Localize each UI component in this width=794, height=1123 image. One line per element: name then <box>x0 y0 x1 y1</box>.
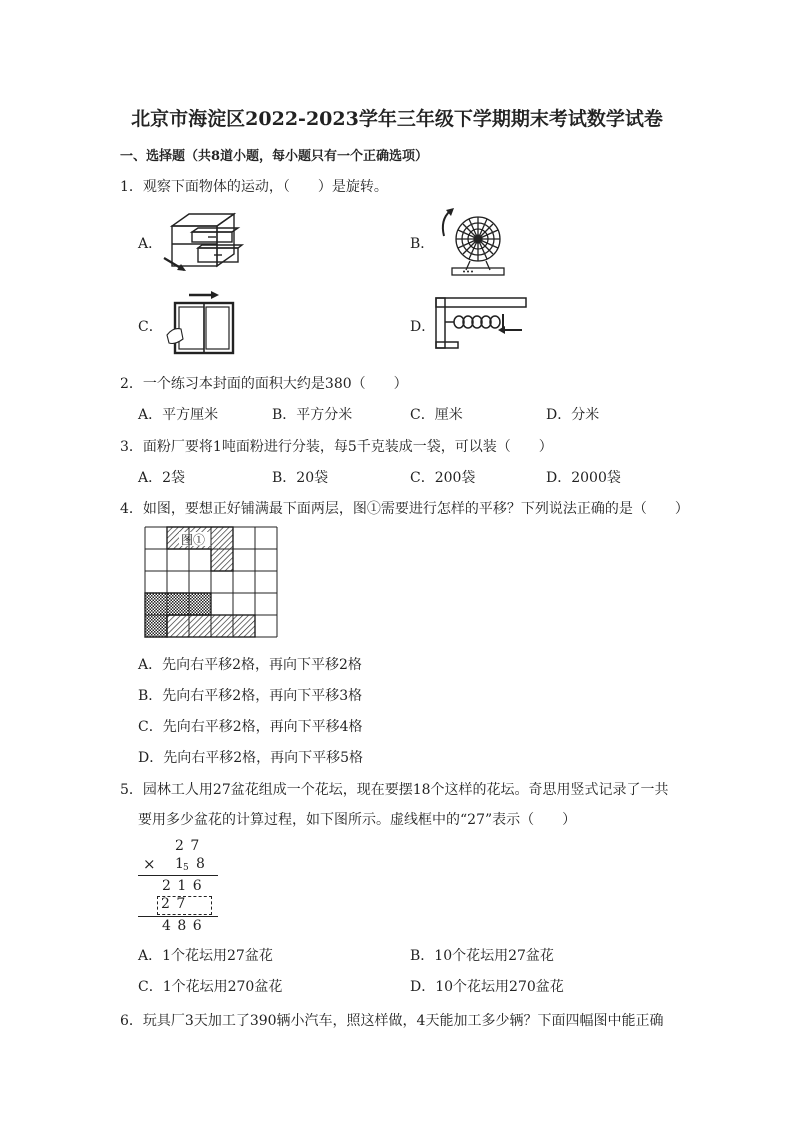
times-sign: × <box>143 855 156 873</box>
q5-option-c: C．1个花坛用270盆花 <box>138 979 283 995</box>
sliding-window-image <box>165 289 245 359</box>
q2-option-c: C．厘米 <box>410 407 463 423</box>
q1-option-a-label: A． <box>138 236 163 252</box>
q2-option-b: B．平方分米 <box>272 407 353 423</box>
q4-option-a: A．先向右平移2格，再向下平移2格 <box>138 657 362 673</box>
q1-option-c-label: C． <box>138 319 163 335</box>
drawer-cabinet-image <box>162 210 247 272</box>
q4-option-b: B．先向右平移2格，再向下平移3格 <box>138 688 363 704</box>
spring-push-image <box>432 292 528 356</box>
page-title: 北京市海淀区2022-2023学年三年级下学期期末考试数学试卷 <box>131 108 663 130</box>
section-heading: 一、选择题（共8道小题，每小题只有一个正确选项） <box>120 149 429 164</box>
electric-fan-image <box>430 206 510 276</box>
q4-option-d: D．先向右平移2格，再向下平移5格 <box>138 750 364 766</box>
calc-line-1 <box>138 875 218 876</box>
q2-option-d: D．分米 <box>546 407 600 423</box>
q3-option-b: B．20袋 <box>272 470 329 486</box>
question-6-stem: 6．玩具厂3天加工了390辆小汽车，照这样做，4天能加工多少辆？下面四幅图中能正确 <box>120 1013 664 1029</box>
calc-multiplier-tens: 1 <box>175 856 184 872</box>
question-2-stem: 2．一个练习本封面的面积大约是380（ ） <box>120 376 408 392</box>
q5-option-b: B．10个花坛用27盆花 <box>410 948 554 964</box>
q3-option-d: D．2000袋 <box>546 470 621 486</box>
q1-option-b-label: B． <box>410 236 435 252</box>
question-4-stem: 4．如图，要想正好铺满最下面两层，图①需要进行怎样的平移？下列说法正确的是（ ） <box>120 501 689 517</box>
calc-carry-digit: 5 <box>183 863 189 873</box>
question-5-stem-line1: 5．园林工人用27盆花组成一个花坛，现在要摆18个这样的花坛。奇思用竖式记录了一共 <box>120 782 669 798</box>
tiling-grid-figure <box>145 526 277 638</box>
q2-option-a: A．平方厘米 <box>138 407 219 423</box>
calc-product: 4 8 6 <box>162 918 203 934</box>
calc-partial-2: 2 7 <box>161 896 187 912</box>
question-5-stem-line2: 要用多少盆花的计算过程，如下图所示。虚线框中的“27”表示（ ） <box>138 812 577 828</box>
question-3-stem: 3．面粉厂要将1吨面粉进行分装，每5千克装成一袋，可以装（ ） <box>120 439 553 455</box>
q4-option-c: C．先向右平移2格，再向下平移4格 <box>138 719 363 735</box>
figure-1-label: 图① <box>181 533 206 547</box>
calc-multiplicand: 2 7 <box>175 838 201 854</box>
q5-option-d: D．10个花坛用270盆花 <box>410 979 564 995</box>
q5-option-a: A．1个花坛用27盆花 <box>138 948 273 964</box>
calc-line-2 <box>138 916 218 917</box>
q3-option-a: A．2袋 <box>138 470 186 486</box>
q3-option-c: C．200袋 <box>410 470 476 486</box>
calc-partial-1: 2 1 6 <box>162 878 203 894</box>
question-1-stem: 1．观察下面物体的运动，（ ）是旋转。 <box>120 179 388 195</box>
q1-option-d-label: D． <box>410 319 436 335</box>
calc-multiplier-ones: 8 <box>196 856 205 872</box>
